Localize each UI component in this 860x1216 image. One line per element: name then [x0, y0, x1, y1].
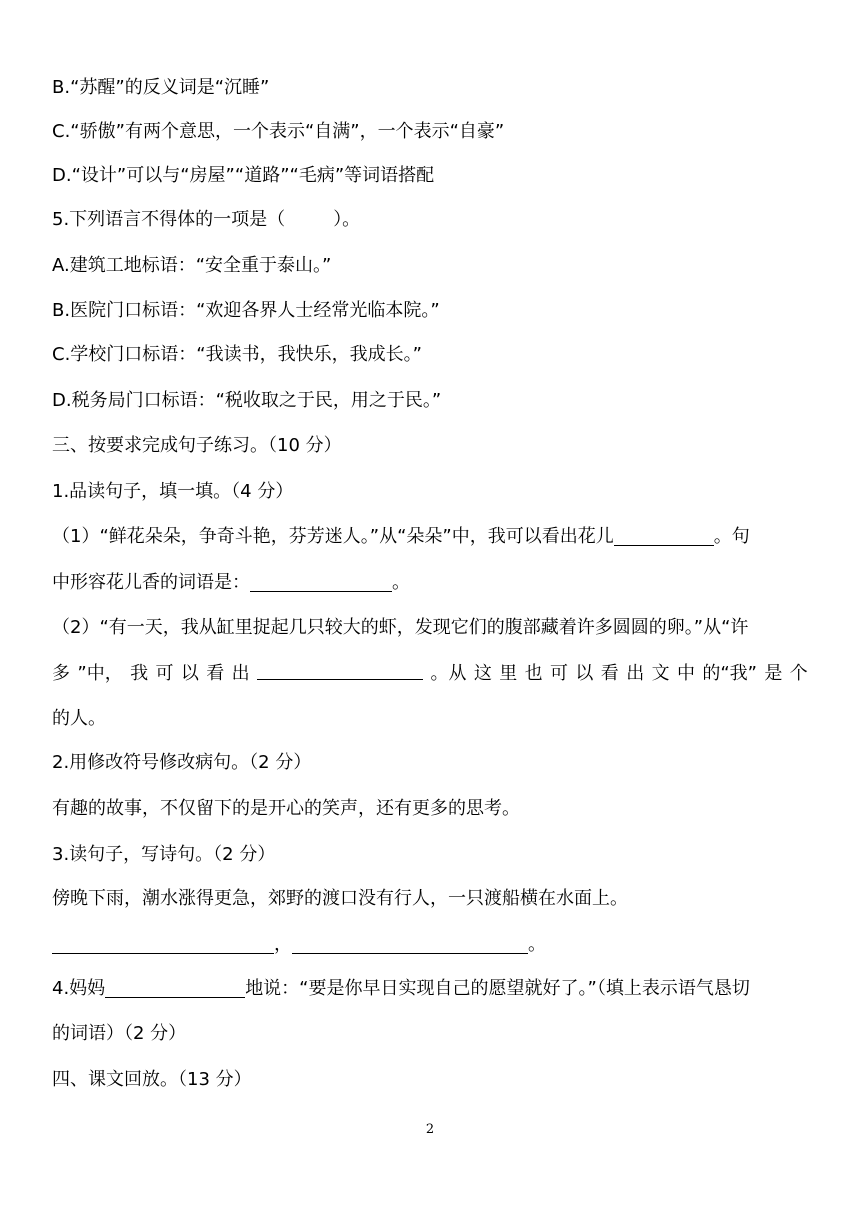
answer-blank[interactable] — [292, 933, 528, 954]
question-1-2-end: 的人。 — [52, 708, 106, 729]
word: 是 — [764, 663, 783, 684]
question-1-2: （2）“有一天，我从缸里捉起几只较大的虾，发现它们的腹部藏着许多圆圆的卵。”从“许 — [52, 617, 749, 638]
word: 里 — [499, 663, 518, 684]
question-5-close: ）。 — [333, 209, 361, 230]
answer-blank[interactable] — [257, 659, 423, 680]
word: 这 — [473, 663, 492, 684]
word: 可 — [155, 663, 174, 684]
question-2: 2.用修改符号修改病句。（2 分） — [52, 752, 312, 773]
answer-blank[interactable] — [250, 571, 392, 592]
option-c-q5: C.学校门口标语：“我读书，我快乐，我成长。” — [52, 344, 422, 365]
question-1-1-tail: 。句 — [713, 526, 750, 547]
word: 看 — [600, 663, 619, 684]
question-4-tail: 地说：“要是你早日实现自己的愿望就好了。”（填上表示语气恳切 — [245, 978, 750, 999]
question-4 — [52, 974, 812, 1004]
word: 中 — [676, 663, 695, 684]
poem-comma: ， — [274, 934, 292, 955]
answer-blank[interactable] — [52, 933, 274, 954]
word: 以 — [180, 663, 199, 684]
word: 我 — [130, 663, 149, 684]
word: 多 — [52, 663, 70, 684]
page-number: 2 — [425, 1122, 435, 1137]
question-5 — [52, 205, 812, 235]
question-1-1b-text: 中形容花儿香的词语是： — [52, 572, 250, 593]
option-c-q4: C.“骄傲”有两个意思，一个表示“自满”，一个表示“自豪” — [52, 121, 505, 142]
word: ”中， — [77, 663, 123, 684]
question-2-sentence: 有趣的故事，不仅留下的是开心的笑声，还有更多的思考。 — [52, 798, 520, 819]
word: 的“我” — [702, 663, 758, 684]
poem-answer-line — [52, 930, 812, 960]
option-d-q5: D.税务局门口标语：“税收取之于民，用之于民。” — [52, 390, 442, 411]
answer-blank[interactable] — [614, 525, 714, 546]
word: 也 — [524, 663, 543, 684]
answer-blank[interactable] — [105, 977, 245, 998]
word: 以 — [575, 663, 594, 684]
section-3-heading: 三、按要求完成句子练习。（10 分） — [52, 435, 342, 456]
question-5-text: 5.下列语言不得体的一项是（ — [52, 209, 286, 230]
question-1-1-text: （1）“鲜花朵朵，争奇斗艳，芬芳迷人。”从“朵朵”中，我可以看出花儿 — [52, 526, 614, 547]
question-1-1 — [52, 522, 812, 552]
option-b-q5: B.医院门口标语：“欢迎各界人士经常光临本院。” — [52, 300, 440, 321]
word: 可 — [550, 663, 569, 684]
question-1-2-cont — [52, 659, 808, 689]
word: 出 — [626, 663, 645, 684]
option-a-q5: A.建筑工地标语：“安全重于泰山。” — [52, 255, 332, 276]
poem-period: 。 — [528, 934, 546, 955]
question-4-text: 4.妈妈 — [52, 978, 106, 999]
question-1-1b-tail: 。 — [392, 572, 410, 593]
section-4-heading: 四、课文回放。（13 分） — [52, 1069, 252, 1090]
question-4-cont: 的词语）（2 分） — [52, 1023, 187, 1044]
word: 个 — [789, 663, 808, 684]
option-b-q4: B.“苏醒”的反义词是“沉睡” — [52, 77, 270, 98]
question-1-1-cont — [52, 568, 812, 598]
word: 。从 — [430, 663, 467, 684]
question-3: 3.读句子，写诗句。（2 分） — [52, 844, 276, 865]
word: 看 — [206, 663, 225, 684]
question-3-sentence: 傍晚下雨，潮水涨得更急，郊野的渡口没有行人，一只渡船横在水面上。 — [52, 888, 628, 909]
word: 文 — [651, 663, 670, 684]
question-1: 1.品读句子，填一填。（4 分） — [52, 481, 294, 502]
word: 出 — [231, 663, 250, 684]
option-d-q4: D.“设计”可以与“房屋”“道路”“毛病”等词语搭配 — [52, 165, 435, 186]
